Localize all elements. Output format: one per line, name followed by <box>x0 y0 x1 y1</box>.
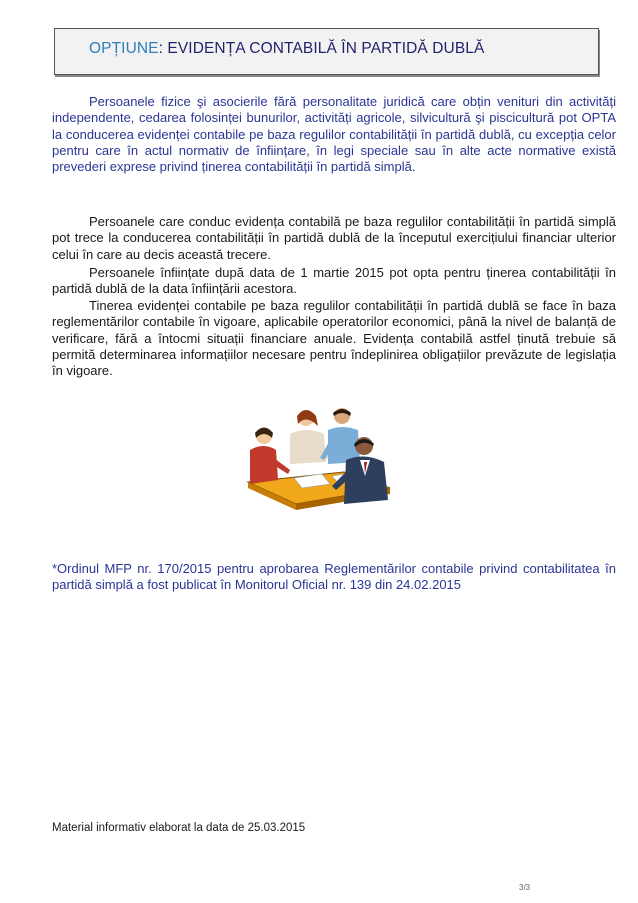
page-number: 3/3 <box>519 883 531 892</box>
title-rest: : EVIDENȚA CONTABILĂ ÎN PARTIDĂ DUBLĂ <box>158 40 485 57</box>
title-prefix: OPȚIUNE <box>89 40 159 57</box>
paragraph-transition: Persoanele care conduc evidența contabilă pe baza regulilor contabilității în partidă simplă pot trece la conducerea contabilității în partidă dublă de la începutul exercițiului financiar ulterior celui în care au decis această trecere. <box>52 214 616 262</box>
title-box <box>54 28 599 75</box>
business-meeting-clipart-icon <box>244 400 392 518</box>
footer-info: Material informativ elaborat la data de 25.03.2015 <box>52 822 306 834</box>
legal-reference-note: *Ordinul MFP nr. 170/2015 pentru aprobarea Reglementărilor contabile privind contabilitatea în partidă simplă a fost publicat în Monitorul Oficial nr. 139 din 24.02.2015 <box>52 561 616 593</box>
paragraph-new-entities: Persoanele înființate după data de 1 martie 2015 pot opta pentru ținerea contabilității în partidă dublă de la data înființării acestora. <box>52 265 616 297</box>
paragraph-option-eligibility: Persoanele fizice şi asocierile fără personalitate juridică care obțin venituri din activități independente, cedarea folosinței bunurilor, activități agricole, silvicultură şi piscicultură pot OPTA la conducerea evidenței contabile pe baza regulilor contabilității în partidă dublă, cu excepția celor pentru care în actul normativ de înființare, în legi speciale sau în alte acte normative există prevederi exprese privind ținerea contabilității în partidă simplă. <box>52 94 616 175</box>
paragraph-record-keeping: Tinerea evidenței contabile pe baza regulilor contabilității în partidă dublă se face în baza reglementărilor contabile în vigoare, aplicabile operatorilor economici, până la nivel de balanță de verificare, fără a întocmi situații financiare anuale. Evidența contabilă astfel ținută trebuie să permită determinarea informațiilor necesare pentru îndeplinirea obligațiilor prevăzute de legislația în vigoare. <box>52 298 616 379</box>
page-title <box>89 40 484 58</box>
